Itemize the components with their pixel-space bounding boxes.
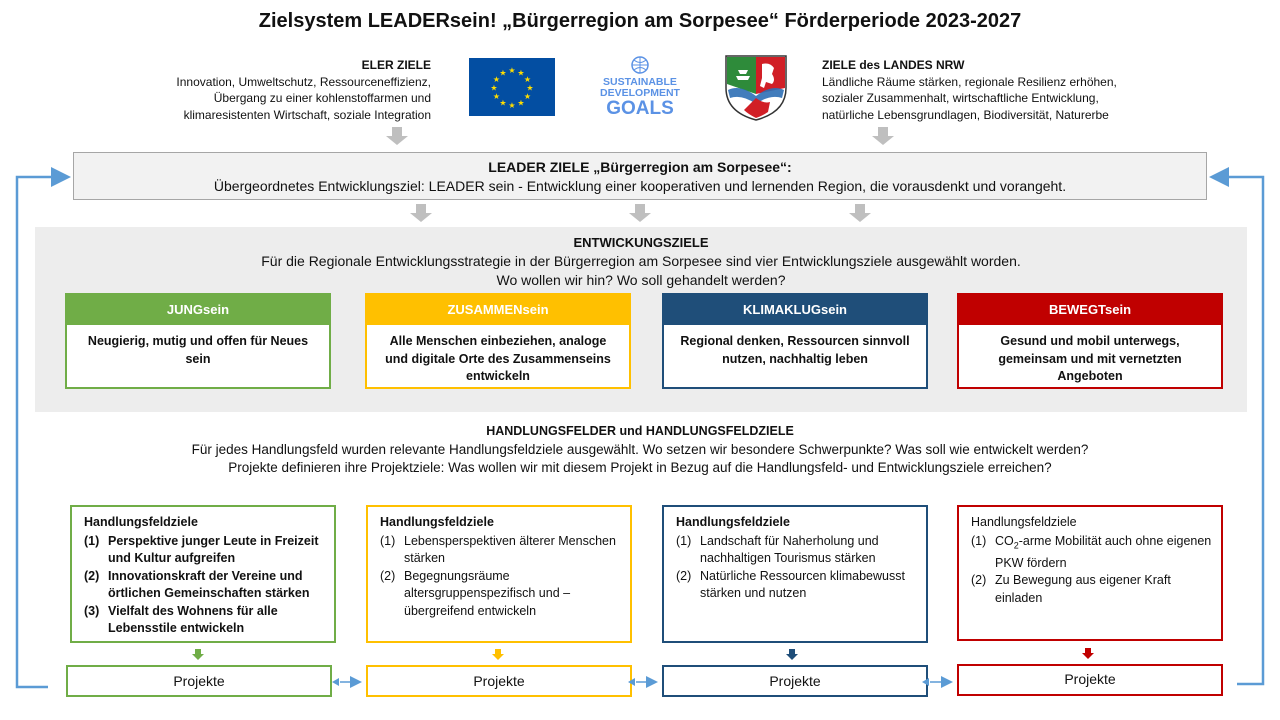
svg-text:★: ★	[517, 98, 525, 108]
svg-text:★: ★	[490, 83, 498, 93]
eler-line: klimaresistenten Wirtschaft, soziale Integration	[183, 107, 431, 122]
svg-text:★: ★	[492, 75, 501, 84]
right-feedback-arrow	[1214, 177, 1263, 684]
goal-title: BEWEGTsein	[959, 295, 1221, 325]
action-field-heading: Handlungsfeldziele	[84, 515, 198, 529]
nrw-line: Ländliche Räume stärken, regionale Resilienz erhöhen,	[822, 74, 1117, 89]
list-item: (2) Zu Bewegung aus eigener Kraft einladen	[971, 573, 1171, 605]
leader-heading: LEADER ZIELE „Bürgerregion am Sorpesee“:	[488, 159, 792, 175]
goal-text: Regional denken, Ressourcen sinnvoll nutzen, nachhaltig leben	[680, 334, 910, 366]
svg-text:★: ★	[492, 92, 501, 101]
list-item: (2) Natürliche Ressourcen klimabewusst stärken und nutzen	[676, 568, 905, 600]
sdg-line3: GOALS	[606, 98, 674, 119]
nrw-heading: ZIELE des LANDES NRW	[822, 58, 965, 72]
list-item: (1) Lebensperspektiven älterer Menschen stärken	[380, 533, 616, 565]
list-item: (2) Innovationskraft der Vereine und örtlichen Gemeinschaften stärken	[84, 568, 310, 600]
svg-text:★: ★	[517, 68, 525, 78]
list-item: (1) Perspektive junger Leute in Freizeit und Kultur aufgreifen	[84, 533, 319, 565]
list-item: (3) Vielfalt des Wohnens für alle Lebensstile entwickeln	[84, 603, 278, 635]
svg-text:★: ★	[499, 68, 507, 78]
development-goals-line2: Wo wollen wir hin? Wo soll gehandelt werden?	[496, 272, 786, 288]
svg-text:★: ★	[526, 83, 534, 93]
projects-box-blue: Projekte	[662, 665, 928, 697]
svg-text:★: ★	[508, 66, 516, 75]
svg-text:★: ★	[523, 75, 532, 84]
projects-box-yellow: Projekte	[366, 665, 632, 697]
goal-title: JUNGsein	[67, 295, 329, 325]
action-fields-heading: HANDLUNGSFELDER und HANDLUNGSFELDZIELE	[486, 424, 794, 438]
leader-text: Übergeordnetes Entwicklungsziel: LEADER sein - Entwicklung einer kooperativen und lernenden Region, die vorausdenkt und vorangeht.	[213, 178, 1067, 194]
action-field-heading: Handlungsfeldziele	[676, 515, 790, 529]
eler-line: Übergang zu einer kohlenstoffarmen und	[213, 91, 431, 105]
list-item: (2) Begegnungsräume altersgruppenspezifisch und – übergreifend entwickeln	[380, 568, 571, 618]
eler-line: Innovation, Umweltschutz, Ressourceneffizienz,	[176, 74, 431, 89]
goal-text: Gesund und mobil unterwegs, gemeinsam und mit vernetzten Angeboten	[998, 334, 1182, 383]
goal-text: Neugierig, mutig und offen für Neues sein	[87, 334, 309, 366]
nrw-line: natürliche Lebensgrundlagen, Biodiversität, Naturerbe	[822, 107, 1109, 122]
list-item: (1) Landschaft für Naherholung und nachhaltigen Tourismus stärken	[676, 533, 879, 565]
goal-title: ZUSAMMENsein	[367, 295, 629, 325]
sdg-line2: DEVELOPMENT	[600, 87, 680, 99]
goal-text: Alle Menschen einbeziehen, analoge und digitale Orte des Zusammenseins entwickeln	[385, 334, 611, 383]
page-title: Zielsystem LEADERsein! „Bürgerregion am Sorpesee“ Förderperiode 2023-2027	[258, 10, 1022, 32]
svg-text:★: ★	[523, 92, 532, 101]
projects-box-red: Projekte	[957, 664, 1223, 696]
action-field-heading: Handlungsfeldziele	[380, 515, 494, 529]
svg-text:★: ★	[499, 98, 507, 108]
eler-heading: ELER ZIELE	[361, 58, 431, 72]
left-feedback-arrow	[17, 177, 66, 687]
action-fields-line1: Für jedes Handlungsfeld wurden relevante Handlungsfeldziele ausgewählt. Wo setzen wir besondere Schwerpunkte? Was soll wie entwickelt werden?	[191, 441, 1089, 457]
goal-title: KLIMAKLUGsein	[664, 295, 926, 325]
nrw-line: sozialer Zusammenhalt, wirtschaftliche Entwicklung,	[822, 91, 1099, 105]
development-goals-line1: Für die Regionale Entwicklungsstrategie in der Bürgerregion am Sorpesee sind vier Entwicklungsziele ausgewählt worden.	[261, 253, 1021, 269]
development-goals-heading: ENTWICKUNGSZIELE	[573, 235, 709, 250]
sdg-line1: SUSTAINABLE	[603, 76, 677, 88]
action-fields-line2: Projekte definieren ihre Projektziele: Was wollen wir mit diesem Projekt in Bezug auf die Handlungsfeld- und Entwicklungsziele erreichen?	[228, 460, 1052, 475]
projects-box-green: Projekte	[66, 665, 332, 697]
list-item: (1) $CO_2$-arme Mobilität auch ohne eigenen PKW fördern	[971, 533, 1212, 570]
svg-text:★: ★	[508, 101, 516, 110]
action-field-heading: Handlungsfeldziele	[971, 515, 1077, 529]
